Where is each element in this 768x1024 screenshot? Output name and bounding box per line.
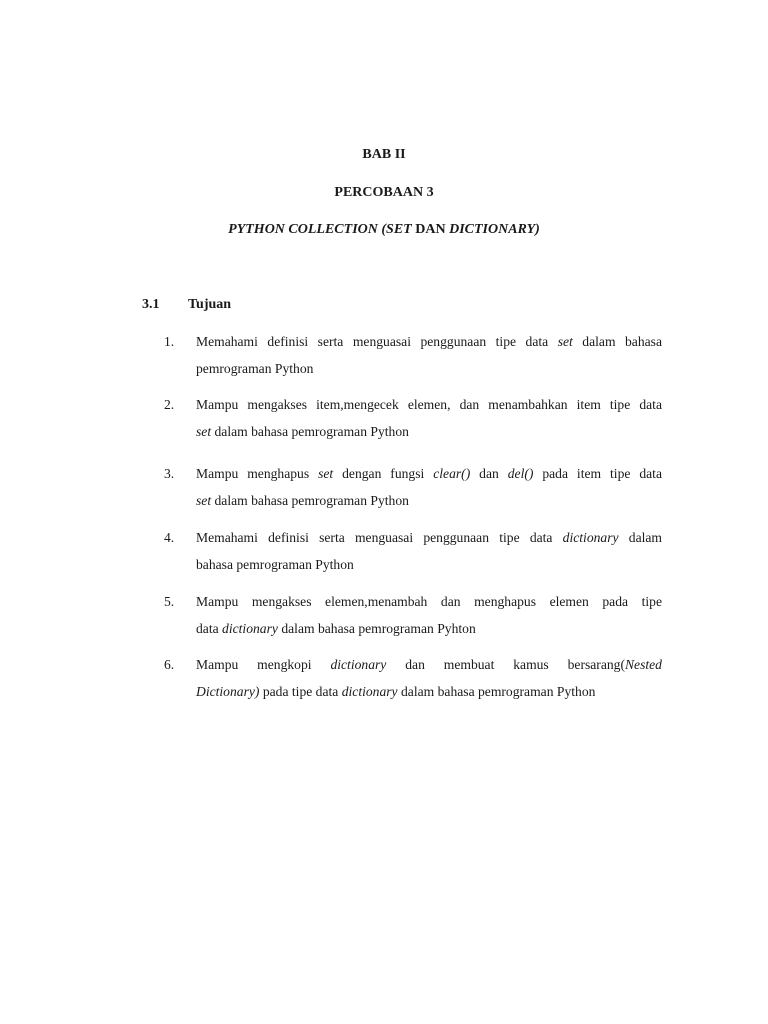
- text-run: Mampu mengakses elemen,menambah dan menghapus elemen pada tipe: [196, 594, 662, 609]
- list-item: [164, 588, 662, 642]
- text-run-italic: set: [196, 424, 212, 439]
- section-title: Tujuan: [188, 297, 232, 312]
- text-run: Memahami definisi serta menguasai penggunaan tipe data: [196, 530, 563, 545]
- text-run: data: [196, 621, 223, 636]
- title-part-b: SET: [386, 222, 412, 237]
- list-item: [164, 391, 662, 445]
- text-run-italic: dictionary: [341, 684, 398, 699]
- list-item-number: 1.: [164, 334, 175, 349]
- text-run: dalam bahasa pemrograman Python: [397, 684, 596, 699]
- text-run: bahasa pemrograman Python: [196, 557, 354, 572]
- text-run: pada item tipe data: [533, 466, 662, 481]
- text-run: dalam bahasa: [572, 334, 662, 349]
- list-item: [164, 651, 662, 705]
- title-part-a: PYTHON COLLECTION (: [228, 222, 387, 237]
- text-run: dengan fungsi: [333, 466, 434, 481]
- list-item: [164, 328, 662, 382]
- text-run-italic: clear(): [433, 466, 471, 481]
- document-title: [0, 221, 768, 239]
- text-run: dalam: [618, 530, 662, 545]
- text-run: dan membuat kamus bersarang(: [386, 657, 625, 672]
- text-run: Mampu mengakses item,mengecek elemen, dan menambahkan item tipe data: [196, 397, 662, 412]
- text-run: Memahami definisi serta menguasai penggunaan tipe data: [196, 334, 558, 349]
- text-run: dalam bahasa pemrograman Python: [211, 493, 409, 508]
- text-run-italic: Nested: [624, 657, 662, 672]
- list-item-number: 3.: [164, 466, 175, 481]
- text-run: dan: [470, 466, 508, 481]
- list-item-number: 5.: [164, 594, 175, 609]
- section-number: 3.1: [142, 297, 160, 312]
- text-run: pada tipe data: [259, 684, 342, 699]
- text-run-italic: set: [318, 466, 334, 481]
- list-item: [164, 460, 662, 514]
- text-run-italic: dictionary: [222, 621, 278, 636]
- list-item-number: 2.: [164, 397, 175, 412]
- text-run-italic: dictionary: [330, 657, 387, 672]
- text-run: Mampu mengkopi: [196, 657, 331, 672]
- title-part-d: DICTIONARY): [449, 222, 540, 237]
- list-item-number: 4.: [164, 530, 175, 545]
- title-part-c: DAN: [411, 222, 450, 237]
- text-run-italic: Dictionary): [196, 684, 260, 699]
- list-item-number: 6.: [164, 657, 175, 672]
- text-run: pemrograman Python: [196, 361, 314, 376]
- text-run-italic: dictionary: [562, 530, 619, 545]
- chapter-heading: BAB II: [362, 147, 406, 162]
- section-heading: [142, 296, 231, 314]
- experiment-heading: PERCOBAAN 3: [334, 185, 434, 200]
- text-run: dalam bahasa pemrograman Pyhton: [277, 621, 476, 636]
- text-run-italic: set: [196, 493, 212, 508]
- text-run-italic: set: [557, 334, 573, 349]
- text-run: Mampu menghapus: [196, 466, 319, 481]
- list-item: [164, 524, 662, 578]
- text-run-italic: del(): [507, 466, 534, 481]
- text-run: dalam bahasa pemrograman Python: [211, 424, 409, 439]
